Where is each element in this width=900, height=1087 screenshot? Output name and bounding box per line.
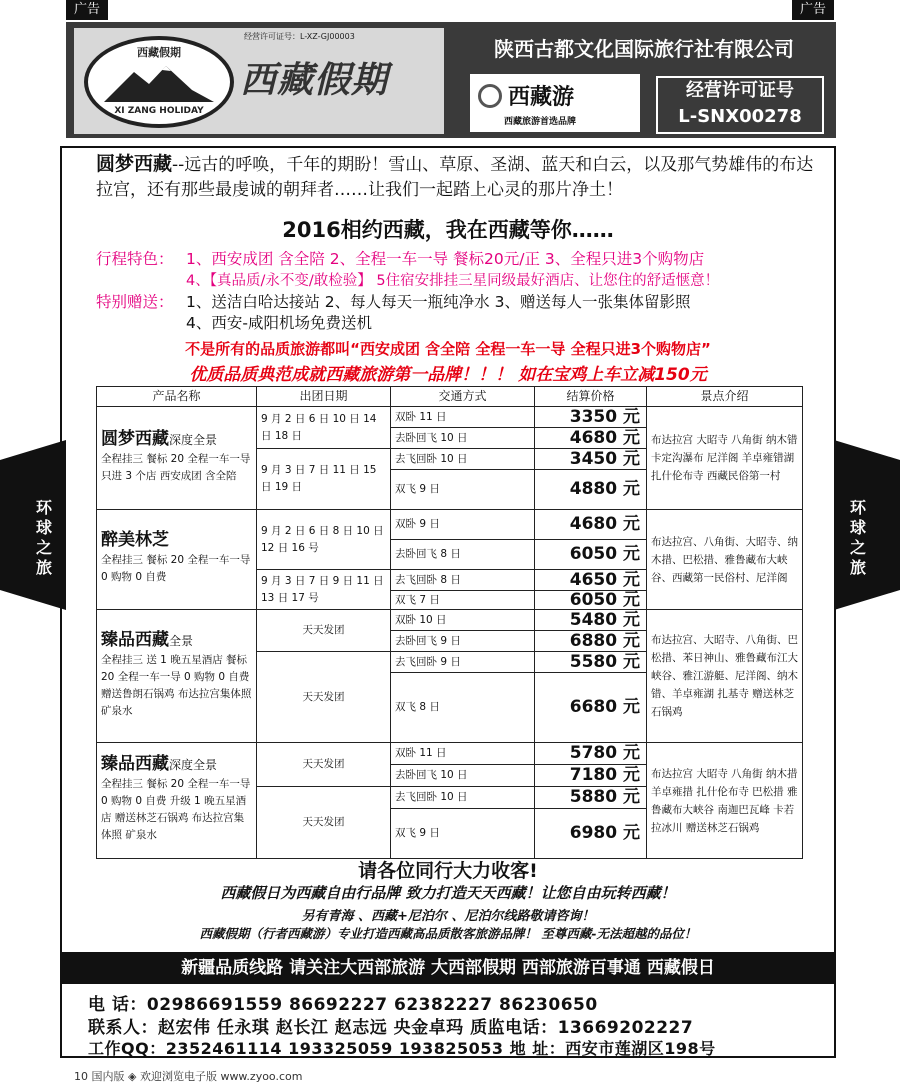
col-header: 交通方式 <box>391 387 535 407</box>
price-cell: 3450 元 <box>535 449 647 470</box>
product-cell <box>97 407 257 510</box>
side-label-left: 环球之旅 <box>35 498 52 577</box>
transport-cell: 去飞回卧 8 日 <box>391 570 535 591</box>
transport-cell: 双卧 10 日 <box>391 610 535 631</box>
date-cell: 天天发团 <box>257 743 391 787</box>
gifts-line-2: 4、西安-咸阳机场免费送机 <box>186 314 372 332</box>
contact-qq: 工作QQ：2352461114 193325059 193825053 地 址：西安市莲湖区198号 <box>88 1039 716 1058</box>
contact-box <box>60 982 836 1058</box>
price-cell: 4680 元 <box>535 428 647 449</box>
company-name: 陕西古都文化国际旅行社有限公司 <box>494 37 794 61</box>
product-suffix: 深度全景 <box>169 432 218 447</box>
brand-claim: 优质品质典范成就西藏旅游第一品牌！！！ 如在宝鸡上车立减150元 <box>189 365 707 385</box>
sights-cell: 布达拉宫、八角街、大昭寺、纳木措、巴松措、雅鲁藏布大峡谷、西藏第一民俗村、尼洋阁 <box>647 510 803 610</box>
price-cell: 4880 元 <box>535 470 647 510</box>
paw-icon <box>478 84 502 108</box>
product-suffix: 深度全景 <box>169 758 218 772</box>
xizang-you-logo <box>470 74 640 132</box>
transport-cell: 双飞 9 日 <box>391 809 535 859</box>
price-cell: 5780 元 <box>535 743 647 765</box>
permit-small: 经营许可证号：L-XZ-GJ00003 <box>244 32 355 41</box>
contact-phone: 电 话：02986691559 86692227 62382227 86230650 <box>88 995 598 1015</box>
gifts-line-1: 1、送洁白哈达接站 2、每人每天一瓶纯净水 3、赠送每人一张集体留影照 <box>186 293 691 311</box>
tour-price-table <box>96 386 803 859</box>
date-cell: 9 月 3 日 7 日 9 日 11 日 13 日 17 号 <box>257 570 391 610</box>
transport-cell: 去卧回飞 10 日 <box>391 428 535 449</box>
price-cell: 5880 元 <box>535 787 647 809</box>
transport-cell: 去飞回卧 9 日 <box>391 652 535 673</box>
transport-cell: 去飞回卧 10 日 <box>391 787 535 809</box>
price-cell: 6680 元 <box>535 673 647 743</box>
logo-text: 西藏假期 <box>137 46 181 59</box>
intro-paragraph <box>96 152 816 203</box>
closing-line-1: 西藏假日为西藏自由行品牌 致力打造天天西藏！让您自由玩转西藏！ <box>220 884 676 902</box>
col-header: 出团日期 <box>257 387 391 407</box>
transport-cell: 去飞回卧 10 日 <box>391 449 535 470</box>
slogan: 2016相约西藏，我在西藏等你…… <box>282 218 614 242</box>
price-cell: 6050 元 <box>535 591 647 610</box>
permit-number: L-SNX00278 <box>678 106 802 127</box>
closing-line-3: 西藏假期（行者西藏游）专业打造西藏高品质散客旅游品牌！ 至尊西藏-无法超越的品位！ <box>199 926 697 941</box>
intro-lead: 圆梦西藏 <box>96 153 173 175</box>
intro-text: --远古的呼唤，千年的期盼！雪山、草原、圣湖、蓝天和白云，以及那气势雄伟的布达拉宫，还有那些最虔诚的朝拜者……让我们一起踏上心灵的那片净土！ <box>96 155 814 200</box>
date-cell: 9 月 2 日 6 日 10 日 14 日 18 日 <box>257 407 391 449</box>
ad-label-right: 广告 <box>792 0 834 20</box>
product-cell <box>97 743 257 859</box>
product-name: 醉美林芝 <box>101 530 169 550</box>
price-cell: 6050 元 <box>535 540 647 570</box>
transport-cell: 去卧回飞 8 日 <box>391 540 535 570</box>
transport-cell: 双飞 8 日 <box>391 673 535 743</box>
sights-cell: 布达拉宫 大昭寺 八角街 纳木错 卡定沟瀑布 尼洋阁 羊卓雍错湖 扎什伦布寺 西藏民俗第一村 <box>647 407 803 510</box>
permit-label: 经营许可证号 <box>686 80 794 101</box>
price-cell: 6880 元 <box>535 631 647 652</box>
price-cell: 3350 元 <box>535 407 647 428</box>
features-line-2: 4、【真品质/永不变/敢检验】 5住宿安排挂三星同级最好酒店、让您住的舒适惬意！ <box>186 273 720 289</box>
side-tab-left <box>0 440 66 610</box>
xinjiang-band: 新疆品质线路 请关注大西部旅游 大西部假期 西部旅游百事通 西藏假日 <box>60 954 836 982</box>
brand2-name: 西藏游 <box>508 84 575 110</box>
col-header: 产品名称 <box>97 387 257 407</box>
price-cell: 5480 元 <box>535 610 647 631</box>
transport-cell: 双飞 7 日 <box>391 591 535 610</box>
permit-box <box>656 76 824 134</box>
transport-cell: 去卧回飞 9 日 <box>391 631 535 652</box>
product-cell <box>97 510 257 610</box>
table-row <box>97 407 803 428</box>
table-header-row <box>97 387 803 407</box>
gifts-label: 特别赠送： <box>96 293 174 311</box>
col-header: 结算价格 <box>535 387 647 407</box>
date-cell: 9 月 2 日 6 日 8 日 10 日 12 日 16 号 <box>257 510 391 570</box>
brand-script-title: 西藏假期 <box>240 59 389 101</box>
date-cell: 天天发团 <box>257 652 391 743</box>
date-cell: 天天发团 <box>257 610 391 652</box>
transport-cell: 去卧回飞 10 日 <box>391 765 535 787</box>
price-cell: 6980 元 <box>535 809 647 859</box>
product-name: 臻品西藏 <box>101 629 169 650</box>
product-desc: 全程挂三 餐标 20 全程一车一导 只进 3 个店 西安成团 含全陪 <box>101 452 251 482</box>
transport-cell: 双卧 9 日 <box>391 510 535 540</box>
features-label: 行程特色： <box>96 250 174 268</box>
product-desc: 全程挂三 餐标 20 全程一车一导 0 购物 0 自费 升级 1 晚五星酒店 赠送林芝石锅鸡 布达拉宫集体照 矿泉水 <box>101 778 251 841</box>
sights-cell: 布达拉宫 大昭寺 八角街 纳木措 羊卓雍措 扎什伦布寺 巴松措 雅鲁藏布大峡谷 南迦巴瓦峰 卡若拉冰川 赠送林芝石锅鸡 <box>647 743 803 859</box>
transport-cell: 双卧 11 日 <box>391 743 535 765</box>
product-suffix: 全景 <box>169 633 194 648</box>
transport-cell: 双卧 11 日 <box>391 407 535 428</box>
date-cell: 天天发团 <box>257 787 391 859</box>
mountain-icon <box>104 62 214 102</box>
ad-label-left: 广告 <box>66 0 108 20</box>
product-name: 圆梦西藏 <box>101 428 169 449</box>
closing-line-2: 另有青海 、西藏+尼泊尔 、尼泊尔线路敬请咨询！ <box>301 909 595 924</box>
side-label-right: 环球之旅 <box>849 498 866 577</box>
price-cell: 7180 元 <box>535 765 647 787</box>
logo-sub: XI ZANG HOLIDAY <box>114 106 204 116</box>
product-desc: 全程挂三 餐标 20 全程一车一导 0 购物 0 自费 <box>101 554 251 583</box>
sights-cell: 布达拉宫、大昭寺、八角街、巴松措、苯日神山、雅鲁藏布江大峡谷、雅江游艇、尼洋阁、纳木错、羊卓雍湖 扎基寺 赠送林芝石锅鸡 <box>647 610 803 743</box>
collect-call: 请各位同行大力收客! <box>358 860 538 882</box>
features-line-1: 1、西安成团 含全陪 2、全程一车一导 餐标20元/正 3、全程只进3个购物店 <box>186 250 705 268</box>
brand2-sub: 西藏旅游首选品牌 <box>504 117 577 127</box>
price-cell: 5580 元 <box>535 652 647 673</box>
quality-claim: 不是所有的品质旅游都叫“西安成团 含全陪 全程一车一导 全程只进3个购物店” <box>185 340 711 358</box>
table-row <box>97 610 803 631</box>
product-cell <box>97 610 257 743</box>
contact-people: 联系人：赵宏伟 任永琪 赵长江 赵志远 央金卓玛 质监电话：13669202227 <box>88 1018 694 1038</box>
date-cell: 9 月 3 日 7 日 11 日 15 日 19 日 <box>257 449 391 510</box>
footer: 10 国内版 ◈ 欢迎浏览电子版 www.zyoo.com <box>74 1070 303 1083</box>
transport-cell: 双飞 9 日 <box>391 470 535 510</box>
table-row <box>97 510 803 540</box>
price-cell: 4650 元 <box>535 570 647 591</box>
price-cell: 4680 元 <box>535 510 647 540</box>
table-row <box>97 743 803 765</box>
side-tab-right <box>834 440 900 610</box>
product-desc: 全程挂三 送 1 晚五星酒店 餐标 20 全程一车一导 0 购物 0 自费 赠送鲁朗石锅鸡 布达拉宫集体照 矿泉水 <box>101 653 252 717</box>
product-name: 臻品西藏 <box>101 754 169 774</box>
col-header: 景点介绍 <box>647 387 803 407</box>
